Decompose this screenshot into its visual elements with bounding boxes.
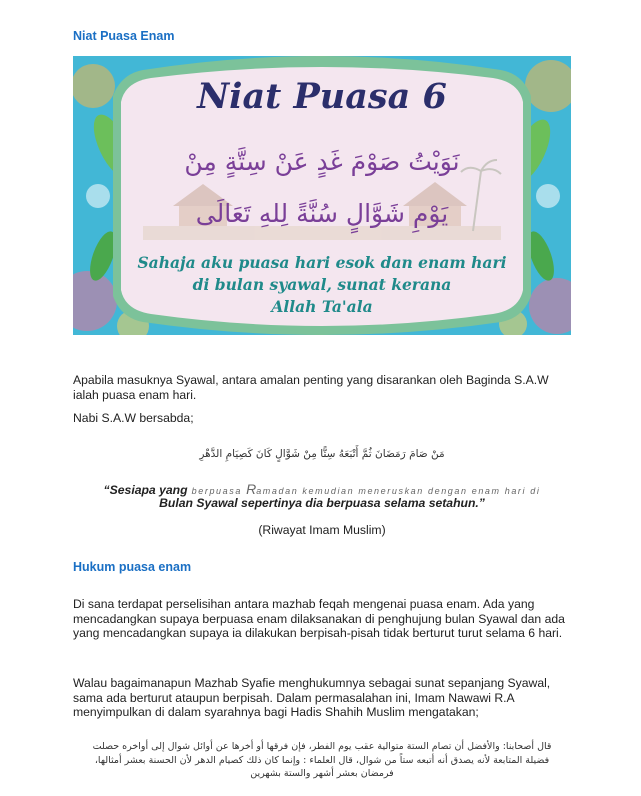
banner-arabic-line-1: نَوَيْتُ صَوْمَ غَدٍ عَنْ سِتَّةٍ مِنْ (184, 147, 460, 176)
hukum-paragraph-1: Di sana terdapat perselisihan antara mazhab feqah mengenai puasa enam. Ada yang mencadangkan supaya berpuasa enam dilaksanakan di penghujung bulan Syawal dan ada yang mencadangkan supaya ia dilakukan berpisah-pisah tidak berturut turut selama 6 hari. (73, 597, 565, 640)
section-title-hukum: Hukum puasa enam (73, 560, 192, 574)
intro-paragraph: Apabila masuknya Syawal, antara amalan penting yang disarankan oleh Baginda S.A.W ialah puasa enam hari. (73, 373, 549, 402)
banner-translation-line-3: Allah Ta'ala (271, 297, 373, 316)
section-title-niat: Niat Puasa Enam (73, 29, 175, 43)
nawawi-arabic-line-2: فضيلة المتابعة لأنه يصدق أنه أتبعه ستاً من شوال، قال العلماء : وإنما كان ذلك كصيام الدهر لأن الحسنة بعشر أمثالها، (94, 754, 550, 766)
banner-translation-line-2: di bulan syawal, sunat kerana (192, 275, 452, 294)
quote-mid: berpuasa (187, 486, 247, 496)
quote-cap: R (246, 481, 257, 497)
banner-title: Niat Puasa 6 (197, 76, 447, 117)
nawawi-arabic-block (73, 740, 571, 781)
niat-banner-image (73, 56, 571, 335)
banner-illustration (73, 56, 571, 335)
hadith-arabic-text: مَنْ صَامَ رَمَضَانَ ثُمَّ أَتْبَعَهُ سِتًّا مِنْ شَوَّالٍ كَانَ كَصِيَامِ الدَّهْرِ (199, 448, 445, 460)
hadith-translation-line-2: Bulan Syawal sepertinya dia berpuasa selama setahun.” (159, 496, 485, 510)
hadith-source: (Riwayat Imam Muslim) (258, 523, 386, 537)
nabi-said-text: Nabi S.A.W bersabda; (73, 411, 194, 425)
nawawi-arabic-line-3: فرمضان بعشر أشهر والستة بشهرين (250, 768, 394, 779)
hadith-translation-line-1 (73, 481, 571, 497)
banner-arabic-line-2: يَوْمِ شَوَّالٍ سُنَّةً لِلهِ تَعَالَى (195, 199, 449, 228)
quote-open: “Sesiapa yang (103, 483, 188, 497)
nawawi-arabic-line-1: قال أصحابنا: والأفضل أن تصام الستة متوالية عقب يوم الفطر، فإن فرقها أو أخرها عن أوائل شوال إلى أواخره حصلت (92, 741, 552, 752)
hukum-paragraph-2: Walau bagaimanapun Mazhab Syafie menghukumnya sebagai sunat sepanjang Syawal, sama ada berturut ataupun berpisah. Dalam permasalahan ini, Imam Nawawi R.A menyimpulkan di dalam syarahnya bagi Hadis Shahih Muslim mengatakan; (73, 676, 551, 719)
quote-mid-2: amadan kemudian meneruskan dengan enam hari di (256, 486, 541, 496)
banner-translation-line-1: Sahaja aku puasa hari esok dan enam hari (137, 253, 507, 272)
